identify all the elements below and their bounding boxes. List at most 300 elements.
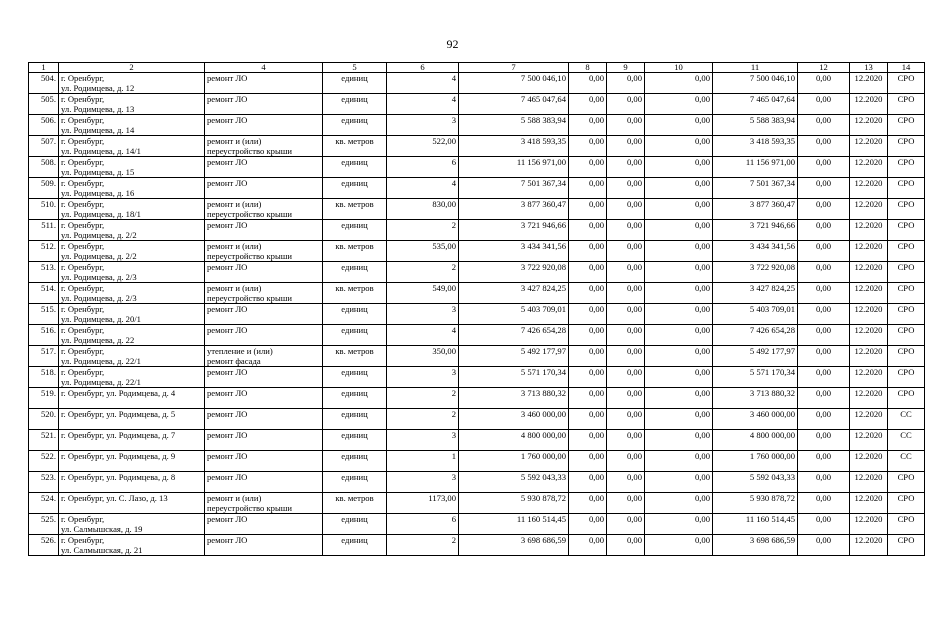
address-cell — [59, 367, 205, 388]
cost-col-10: 0,00 — [645, 304, 713, 325]
cell-line: г. Оренбург, — [61, 283, 105, 293]
funding-source-cell: СРО — [888, 514, 925, 535]
unit-cell: единиц — [323, 178, 387, 199]
cost-col-8: 0,00 — [569, 388, 607, 409]
completion-date-cell — [850, 73, 888, 94]
total-cost-cell: 3 427 824,25 — [459, 283, 569, 304]
cost-col-9: 0,00 — [607, 178, 645, 199]
total-cost-cell: 5 930 878,72 — [459, 493, 569, 514]
completion-date-cell — [850, 472, 888, 493]
cost-col-11: 5 588 383,94 — [713, 115, 798, 136]
completion-date-cell — [850, 430, 888, 451]
funding-source-cell: СРО — [888, 199, 925, 220]
cost-col-11: 3 698 686,59 — [713, 535, 798, 556]
row-number: 521. — [29, 430, 59, 451]
unit-cell: единиц — [323, 409, 387, 430]
cost-col-12: 0,00 — [798, 262, 850, 283]
cell-line: ул. Родимцева, д. 22 — [61, 335, 135, 345]
quantity-cell: 2 — [387, 220, 459, 241]
cell-line: ул. Родимцева, д. 13 — [61, 104, 135, 114]
cost-col-10: 0,00 — [645, 472, 713, 493]
quantity-cell: 4 — [387, 94, 459, 115]
cell-line: 2020 — [865, 157, 883, 167]
page-number: 92 — [446, 37, 459, 51]
cost-col-10: 0,00 — [645, 136, 713, 157]
work-type-cell — [205, 199, 323, 220]
quantity-cell: 3 — [387, 430, 459, 451]
cell-line: ремонт и (или) — [207, 241, 262, 251]
cost-col-8: 0,00 — [569, 451, 607, 472]
cell-line: 12. — [854, 430, 866, 440]
cost-col-12: 0,00 — [798, 472, 850, 493]
row-number: 504. — [29, 73, 59, 94]
table-row — [29, 493, 925, 514]
table-row — [29, 73, 925, 94]
cell-line: ремонт ЛО — [207, 430, 248, 440]
cell-line: ремонт ЛО — [207, 388, 248, 398]
cost-col-9: 0,00 — [607, 346, 645, 367]
work-type-cell — [205, 535, 323, 556]
quantity-cell: 1 — [387, 451, 459, 472]
row-number: 518. — [29, 367, 59, 388]
work-type-cell — [205, 241, 323, 262]
cost-col-10: 0,00 — [645, 430, 713, 451]
cell-line: ул. Родимцева, д. 14 — [61, 125, 135, 135]
cell-line: ремонт ЛО — [207, 94, 248, 104]
funding-source-cell: СРО — [888, 241, 925, 262]
funding-source-cell: СРО — [888, 115, 925, 136]
completion-date-cell — [850, 514, 888, 535]
cost-col-9: 0,00 — [607, 262, 645, 283]
column-number: 1 — [29, 63, 59, 73]
completion-date-cell — [850, 94, 888, 115]
cell-line: г. Оренбург, — [61, 346, 105, 356]
cost-col-11: 11 160 514,45 — [713, 514, 798, 535]
cost-col-9: 0,00 — [607, 115, 645, 136]
cost-col-10: 0,00 — [645, 493, 713, 514]
address-cell — [59, 241, 205, 262]
row-number: 512. — [29, 241, 59, 262]
cost-col-11: 3 434 341,56 — [713, 241, 798, 262]
cell-line: 12. — [854, 283, 866, 293]
cost-col-8: 0,00 — [569, 94, 607, 115]
cost-col-9: 0,00 — [607, 199, 645, 220]
cost-col-8: 0,00 — [569, 346, 607, 367]
cost-col-12: 0,00 — [798, 346, 850, 367]
table-row — [29, 514, 925, 535]
total-cost-cell: 5 588 383,94 — [459, 115, 569, 136]
work-type-cell — [205, 73, 323, 94]
cell-line: 12. — [854, 199, 866, 209]
cell-line: г. Оренбург, — [61, 73, 105, 83]
quantity-cell: 3 — [387, 367, 459, 388]
cell-line: 12. — [854, 241, 866, 251]
unit-cell: единиц — [323, 388, 387, 409]
address-cell — [59, 430, 205, 451]
total-cost-cell: 5 403 709,01 — [459, 304, 569, 325]
cost-col-10: 0,00 — [645, 241, 713, 262]
unit-cell: кв. метров — [323, 136, 387, 157]
cost-col-11: 3 427 824,25 — [713, 283, 798, 304]
cost-col-12: 0,00 — [798, 157, 850, 178]
funding-source-cell: СРО — [888, 367, 925, 388]
cell-line: ул. Родимцева, д. 18/1 — [61, 209, 141, 219]
cost-col-11: 1 760 000,00 — [713, 451, 798, 472]
cell-line: г. Оренбург, — [61, 157, 105, 167]
cost-col-9: 0,00 — [607, 220, 645, 241]
cell-line: ремонт ЛО — [207, 409, 248, 419]
row-number: 515. — [29, 304, 59, 325]
cost-col-8: 0,00 — [569, 220, 607, 241]
total-cost-cell: 3 460 000,00 — [459, 409, 569, 430]
quantity-cell: 1173,00 — [387, 493, 459, 514]
funding-source-cell: СС — [888, 451, 925, 472]
work-type-cell — [205, 157, 323, 178]
completion-date-cell — [850, 157, 888, 178]
cell-line: ремонт ЛО — [207, 115, 248, 125]
quantity-cell: 3 — [387, 472, 459, 493]
cost-col-12: 0,00 — [798, 388, 850, 409]
cell-line: ул. Родимцева, д. 12 — [61, 83, 135, 93]
row-number: 511. — [29, 220, 59, 241]
cell-line: 12. — [854, 136, 866, 146]
column-number: 2 — [59, 63, 205, 73]
cost-col-12: 0,00 — [798, 178, 850, 199]
completion-date-cell — [850, 304, 888, 325]
cost-col-11: 3 721 946,66 — [713, 220, 798, 241]
unit-cell: единиц — [323, 220, 387, 241]
cell-line: г. Оренбург, ул. Родимцева, д. 5 — [61, 409, 176, 419]
cost-col-9: 0,00 — [607, 241, 645, 262]
cost-col-10: 0,00 — [645, 262, 713, 283]
row-number: 522. — [29, 451, 59, 472]
address-cell — [59, 514, 205, 535]
table-row — [29, 262, 925, 283]
cell-line: ремонт ЛО — [207, 220, 248, 230]
cell-line: 2020 — [865, 535, 883, 545]
cell-line: 12. — [854, 304, 866, 314]
cell-line: ремонт и (или) — [207, 493, 262, 503]
cost-col-10: 0,00 — [645, 283, 713, 304]
address-cell — [59, 94, 205, 115]
table-row — [29, 283, 925, 304]
cost-col-8: 0,00 — [569, 325, 607, 346]
cost-col-10: 0,00 — [645, 388, 713, 409]
row-number: 519. — [29, 388, 59, 409]
row-number: 525. — [29, 514, 59, 535]
cost-col-8: 0,00 — [569, 409, 607, 430]
cell-line: г. Оренбург, — [61, 367, 105, 377]
unit-cell: единиц — [323, 472, 387, 493]
address-cell — [59, 472, 205, 493]
cost-col-12: 0,00 — [798, 199, 850, 220]
cost-col-12: 0,00 — [798, 136, 850, 157]
cell-line: переустройство крыши — [207, 503, 292, 513]
cost-col-12: 0,00 — [798, 367, 850, 388]
table-row — [29, 367, 925, 388]
cell-line: ремонт фасада — [207, 356, 261, 366]
quantity-cell: 535,00 — [387, 241, 459, 262]
cost-col-12: 0,00 — [798, 430, 850, 451]
cell-line: ул. Родимцева, д. 2/2 — [61, 230, 137, 240]
unit-cell: кв. метров — [323, 493, 387, 514]
total-cost-cell: 7 500 046,10 — [459, 73, 569, 94]
cell-line: 2020 — [865, 115, 883, 125]
completion-date-cell — [850, 283, 888, 304]
cell-line: ремонт ЛО — [207, 451, 248, 461]
cost-col-12: 0,00 — [798, 409, 850, 430]
cost-col-9: 0,00 — [607, 283, 645, 304]
total-cost-cell: 3 698 686,59 — [459, 535, 569, 556]
cost-col-8: 0,00 — [569, 262, 607, 283]
total-cost-cell: 1 760 000,00 — [459, 451, 569, 472]
total-cost-cell: 5 592 043,33 — [459, 472, 569, 493]
work-type-cell — [205, 367, 323, 388]
address-cell — [59, 199, 205, 220]
cell-line: ремонт ЛО — [207, 472, 248, 482]
cost-col-12: 0,00 — [798, 535, 850, 556]
cell-line: 12. — [854, 178, 866, 188]
table-row — [29, 409, 925, 430]
cost-col-8: 0,00 — [569, 304, 607, 325]
completion-date-cell — [850, 535, 888, 556]
cell-line: г. Оренбург, — [61, 178, 105, 188]
unit-cell: кв. метров — [323, 346, 387, 367]
cell-line: 2020 — [865, 220, 883, 230]
cost-col-8: 0,00 — [569, 241, 607, 262]
address-cell — [59, 325, 205, 346]
cell-line: 12. — [854, 451, 866, 461]
cell-line: ремонт и (или) — [207, 283, 262, 293]
quantity-cell: 6 — [387, 514, 459, 535]
cell-line: 2020 — [865, 451, 883, 461]
total-cost-cell: 3 434 341,56 — [459, 241, 569, 262]
cell-line: ремонт ЛО — [207, 262, 248, 272]
cost-col-8: 0,00 — [569, 157, 607, 178]
work-type-cell — [205, 262, 323, 283]
cost-col-10: 0,00 — [645, 535, 713, 556]
work-type-cell — [205, 94, 323, 115]
row-number: 506. — [29, 115, 59, 136]
work-type-cell — [205, 304, 323, 325]
table-row — [29, 472, 925, 493]
total-cost-cell: 7 501 367,34 — [459, 178, 569, 199]
unit-cell: единиц — [323, 157, 387, 178]
cost-col-12: 0,00 — [798, 514, 850, 535]
cost-col-8: 0,00 — [569, 535, 607, 556]
cost-col-10: 0,00 — [645, 178, 713, 199]
cell-line: утепление и (или) — [207, 346, 273, 356]
column-number: 4 — [205, 63, 323, 73]
quantity-cell: 3 — [387, 115, 459, 136]
row-number: 505. — [29, 94, 59, 115]
work-type-cell — [205, 388, 323, 409]
cost-col-12: 0,00 — [798, 73, 850, 94]
table-row — [29, 241, 925, 262]
work-type-cell — [205, 136, 323, 157]
work-type-cell — [205, 430, 323, 451]
row-number: 510. — [29, 199, 59, 220]
quantity-cell: 4 — [387, 73, 459, 94]
cost-col-10: 0,00 — [645, 451, 713, 472]
quantity-cell: 6 — [387, 157, 459, 178]
address-cell — [59, 535, 205, 556]
cost-col-9: 0,00 — [607, 472, 645, 493]
cost-col-9: 0,00 — [607, 388, 645, 409]
quantity-cell: 3 — [387, 304, 459, 325]
cost-col-8: 0,00 — [569, 472, 607, 493]
table-row — [29, 535, 925, 556]
funding-source-cell: СРО — [888, 472, 925, 493]
cost-col-9: 0,00 — [607, 535, 645, 556]
cell-line: 2020 — [865, 346, 883, 356]
row-number: 524. — [29, 493, 59, 514]
cost-col-11: 7 501 367,34 — [713, 178, 798, 199]
cell-line: 2020 — [865, 472, 883, 482]
address-cell — [59, 451, 205, 472]
cell-line: ул. Родимцева, д. 2/3 — [61, 272, 137, 282]
cost-col-12: 0,00 — [798, 220, 850, 241]
work-type-cell — [205, 472, 323, 493]
cell-line: ремонт ЛО — [207, 73, 248, 83]
address-cell — [59, 283, 205, 304]
table-row — [29, 136, 925, 157]
cost-col-11: 7 426 654,28 — [713, 325, 798, 346]
cost-col-10: 0,00 — [645, 220, 713, 241]
address-cell — [59, 409, 205, 430]
funding-source-cell: СРО — [888, 94, 925, 115]
quantity-cell: 4 — [387, 325, 459, 346]
cost-col-9: 0,00 — [607, 514, 645, 535]
completion-date-cell — [850, 367, 888, 388]
quantity-cell: 2 — [387, 388, 459, 409]
cell-line: 2020 — [865, 241, 883, 251]
total-cost-cell: 11 156 971,00 — [459, 157, 569, 178]
cost-col-8: 0,00 — [569, 367, 607, 388]
cell-line: ул. Родимцева, д. 22/1 — [61, 377, 141, 387]
cell-line: г. Оренбург, ул. Родимцева, д. 8 — [61, 472, 176, 482]
cost-col-11: 7 500 046,10 — [713, 73, 798, 94]
address-cell — [59, 115, 205, 136]
completion-date-cell — [850, 136, 888, 157]
row-number: 520. — [29, 409, 59, 430]
cell-line: 2020 — [865, 409, 883, 419]
cell-line: ул. Родимцева, д. 20/1 — [61, 314, 141, 324]
unit-cell: единиц — [323, 325, 387, 346]
cost-col-11: 3 877 360,47 — [713, 199, 798, 220]
funding-source-cell: СРО — [888, 220, 925, 241]
unit-cell: единиц — [323, 430, 387, 451]
table-row — [29, 220, 925, 241]
unit-cell: кв. метров — [323, 283, 387, 304]
funding-source-cell: СРО — [888, 178, 925, 199]
address-cell — [59, 493, 205, 514]
completion-date-cell — [850, 388, 888, 409]
cell-line: 2020 — [865, 136, 883, 146]
cell-line: ул. Родимцева, д. 22/1 — [61, 356, 141, 366]
table-row — [29, 199, 925, 220]
cost-col-9: 0,00 — [607, 73, 645, 94]
cell-line: 2020 — [865, 430, 883, 440]
quantity-cell: 2 — [387, 409, 459, 430]
cost-col-10: 0,00 — [645, 94, 713, 115]
row-number: 523. — [29, 472, 59, 493]
address-cell — [59, 73, 205, 94]
cost-col-8: 0,00 — [569, 493, 607, 514]
total-cost-cell: 3 418 593,35 — [459, 136, 569, 157]
funding-source-cell: СРО — [888, 283, 925, 304]
unit-cell: кв. метров — [323, 241, 387, 262]
table-row — [29, 346, 925, 367]
cell-line: г. Оренбург, — [61, 94, 105, 104]
cost-col-9: 0,00 — [607, 136, 645, 157]
row-number: 509. — [29, 178, 59, 199]
cell-line: ул. Родимцева, д. 14/1 — [61, 146, 141, 156]
cell-line: ул. Родимцева, д. 15 — [61, 167, 135, 177]
cell-line: ул. Родимцева, д. 2/2 — [61, 251, 137, 261]
cell-line: ремонт и (или) — [207, 136, 262, 146]
table-row — [29, 115, 925, 136]
funding-source-cell: СРО — [888, 325, 925, 346]
cost-col-10: 0,00 — [645, 157, 713, 178]
table-row — [29, 430, 925, 451]
cell-line: ремонт ЛО — [207, 304, 248, 314]
cell-line: 12. — [854, 367, 866, 377]
cell-line: 12. — [854, 472, 866, 482]
cell-line: г. Оренбург, ул. Родимцева, д. 7 — [61, 430, 176, 440]
cell-line: 2020 — [865, 94, 883, 104]
column-number-header — [29, 63, 925, 73]
cell-line: г. Оренбург, ул. С. Лазо, д. 13 — [61, 493, 168, 503]
cost-col-8: 0,00 — [569, 430, 607, 451]
cost-col-9: 0,00 — [607, 304, 645, 325]
table-row — [29, 388, 925, 409]
work-type-cell — [205, 115, 323, 136]
address-cell — [59, 220, 205, 241]
cell-line: 12. — [854, 514, 866, 524]
address-cell — [59, 304, 205, 325]
total-cost-cell: 5 492 177,97 — [459, 346, 569, 367]
cell-line: переустройство крыши — [207, 146, 292, 156]
cell-line: г. Оренбург, — [61, 241, 105, 251]
cell-line: г. Оренбург, — [61, 325, 105, 335]
cell-line: 12. — [854, 157, 866, 167]
cell-line: 2020 — [865, 514, 883, 524]
column-number: 8 — [569, 63, 607, 73]
cell-line: 12. — [854, 388, 866, 398]
cost-col-9: 0,00 — [607, 409, 645, 430]
address-cell — [59, 157, 205, 178]
address-cell — [59, 136, 205, 157]
cell-line: переустройство крыши — [207, 293, 292, 303]
table-row — [29, 178, 925, 199]
cell-line: г. Оренбург, — [61, 220, 105, 230]
cost-col-12: 0,00 — [798, 241, 850, 262]
cost-col-11: 3 722 920,08 — [713, 262, 798, 283]
cost-col-11: 5 930 878,72 — [713, 493, 798, 514]
table-row — [29, 157, 925, 178]
cell-line: г. Оренбург, — [61, 514, 105, 524]
row-number: 514. — [29, 283, 59, 304]
cell-line: ремонт и (или) — [207, 199, 262, 209]
quantity-cell: 522,00 — [387, 136, 459, 157]
cost-col-12: 0,00 — [798, 283, 850, 304]
cost-col-8: 0,00 — [569, 199, 607, 220]
cell-line: 12. — [854, 535, 866, 545]
unit-cell: единиц — [323, 367, 387, 388]
cell-line: ул. Родимцева, д. 2/3 — [61, 293, 137, 303]
unit-cell: единиц — [323, 115, 387, 136]
